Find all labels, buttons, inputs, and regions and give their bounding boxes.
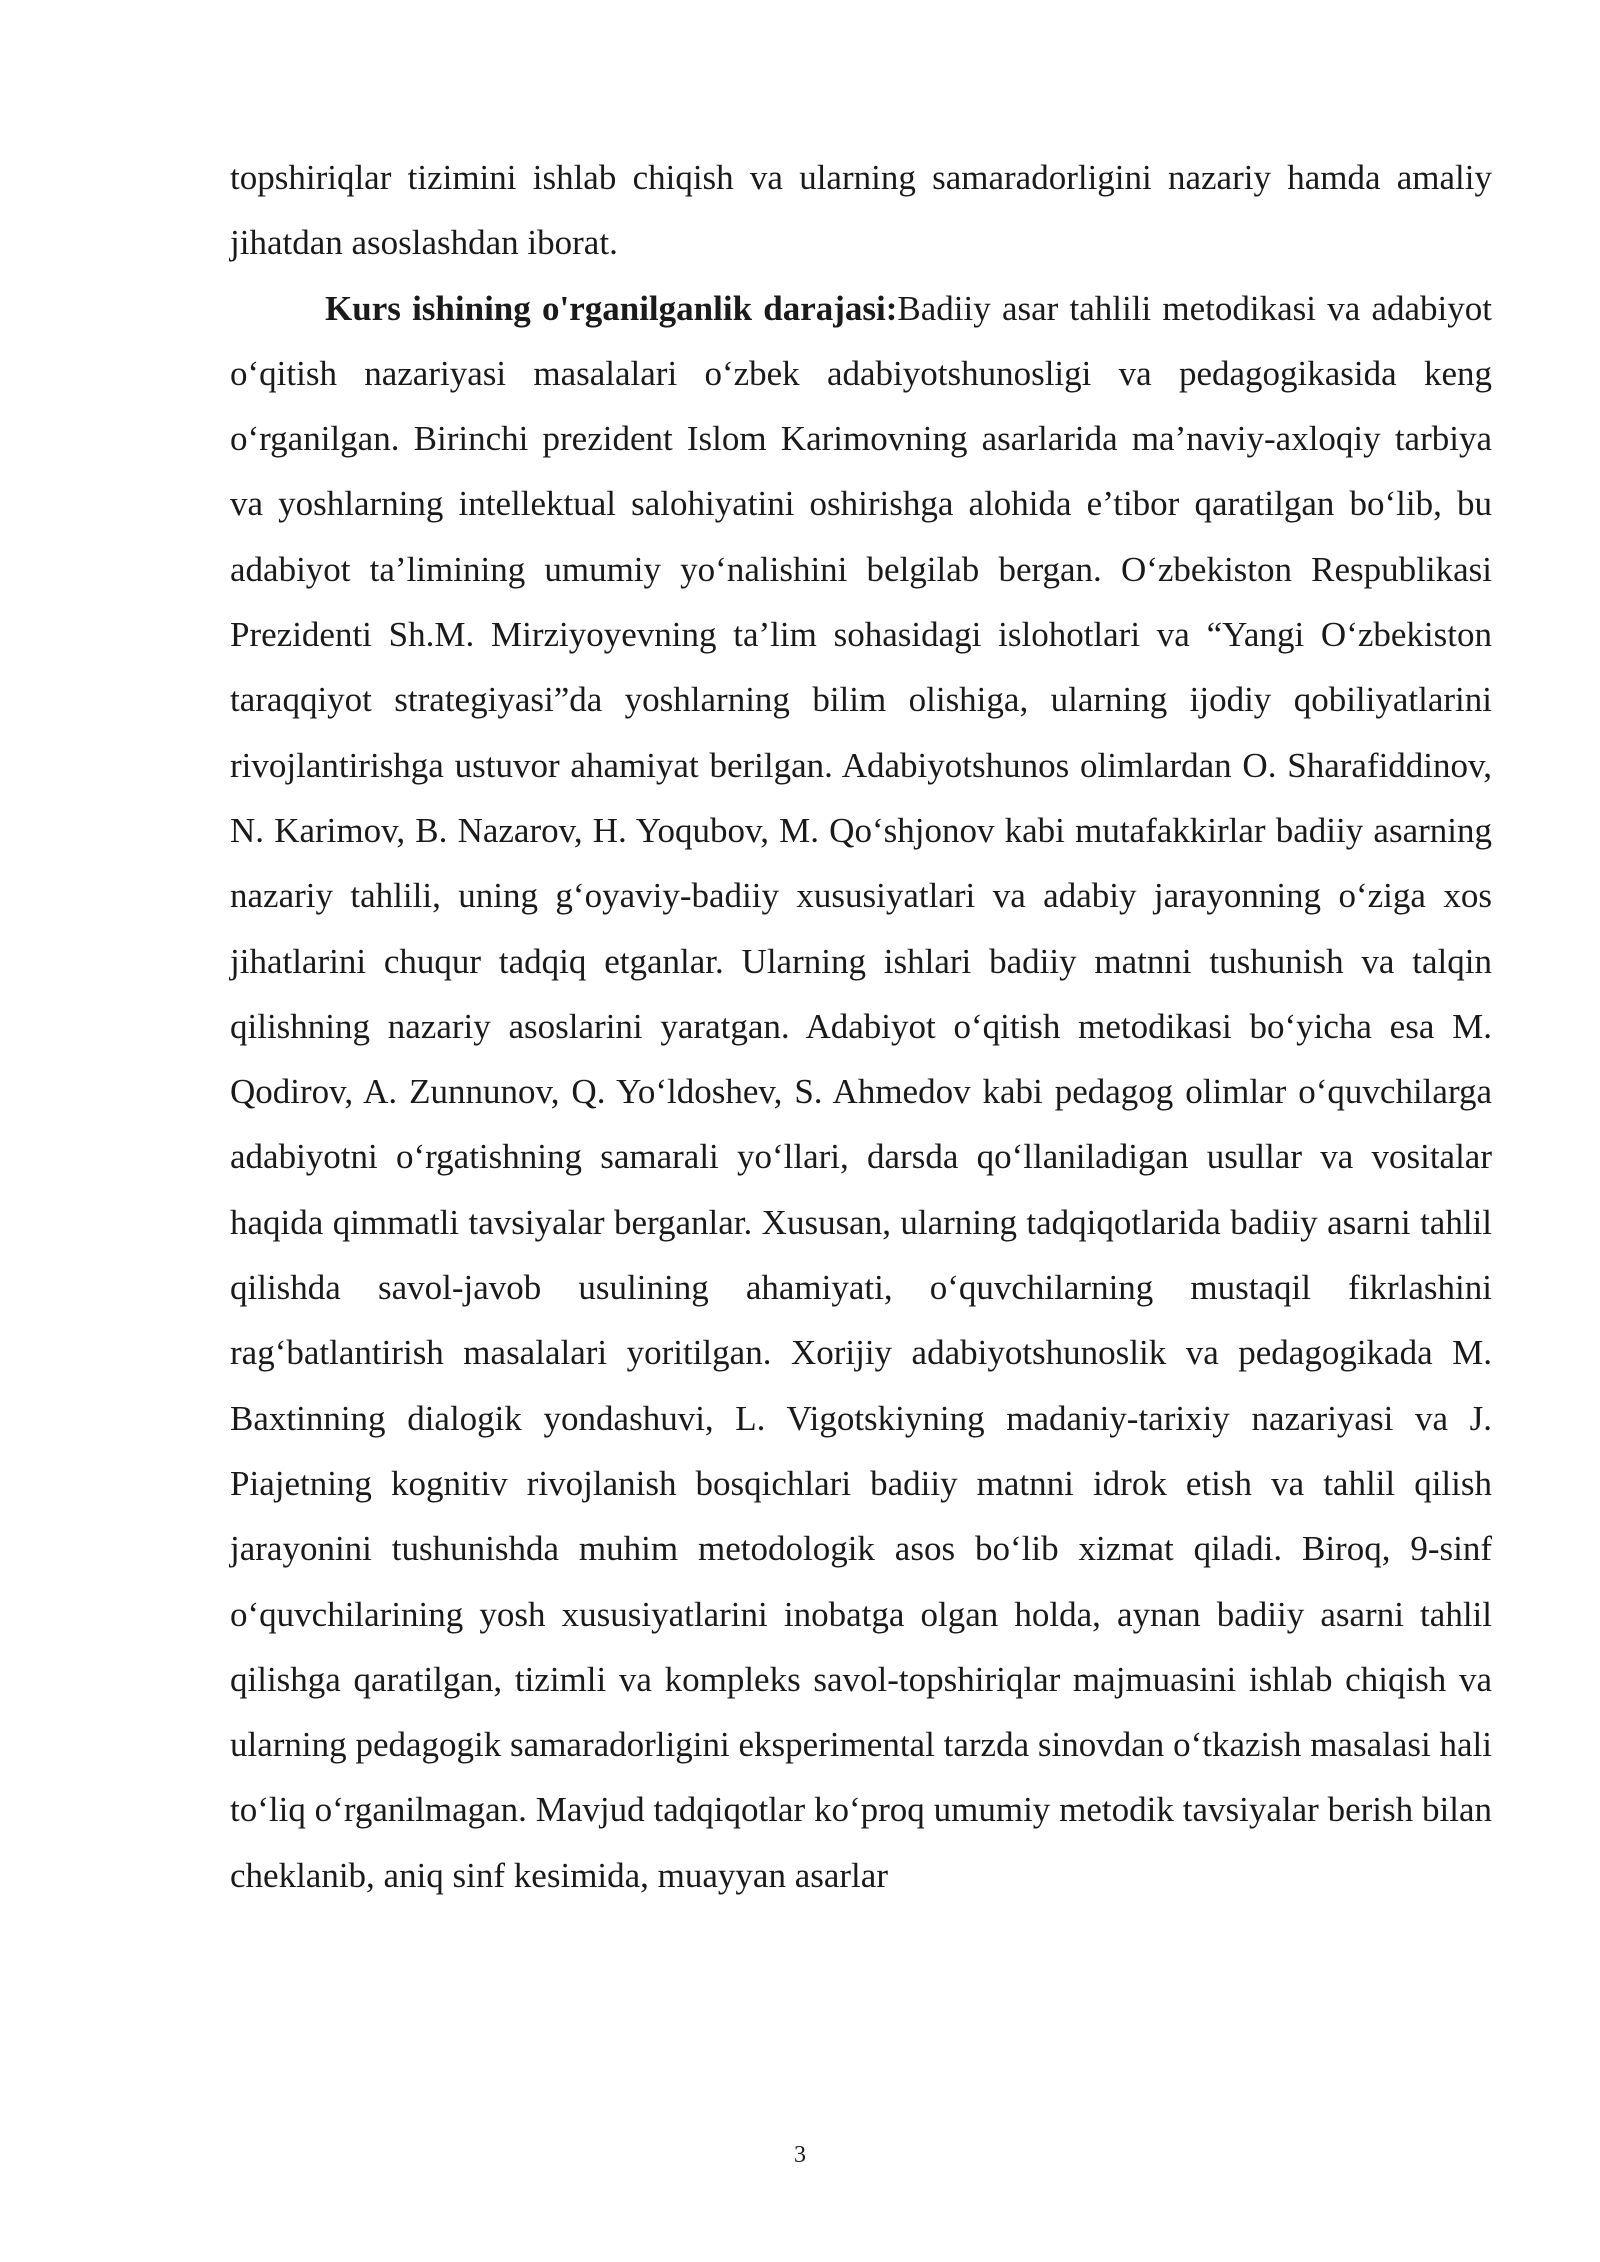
paragraph-study-level-text: Badiiy asar tahlili metodikasi va adabiyot o‘qitish nazariyasi masalalari o‘zbek adabiyotshunosligi va pedagogikasida keng o‘rganilgan. Birinchi prezident Islom Karimovning asarlarida ma’naviy-axloqiy tarbiya va yoshlarning intellektual salohiyatini oshirishga alohida e’tibor qaratilgan bo‘lib, bu adabiyot ta’limining umumiy yo‘nalishini belgilab bergan. O‘zbekiston Respublikasi Prezidenti Sh.M. Mirziyoyevning ta’lim sohasidagi islohotlari va “Yangi O‘zbekiston taraqqiyot strategiyasi”da yoshlarning bilim olishiga, ularning ijodiy qobiliyatlarini rivojlantirishga ustuvor ahamiyat berilgan. Adabiyotshunos olimlardan O. Sharafiddinov, N. Karimov, B. Nazarov, H. Yoqubov, M. Qo‘shjonov kabi mutafakkirlar badiiy asarning nazariy tahlili, uning g‘oyaviy-badiiy xususiyatlari va adabiy jarayonning o‘ziga xos jihatlarini chuqur tadqiq etganlar. Ularning ishlari badiiy matnni tushunish va talqin qilishning nazariy asoslarini yaratgan. Adabiyot o‘qitish metodikasi bo‘yicha esa M. Qodirov, A. Zunnunov, Q. Yo‘ldoshev, S. Ahmedov kabi pedagog olimlar o‘quvchilarga adabiyotni o‘rgatishning samarali yo‘llari, darsda qo‘llaniladigan usullar va vositalar haqida qimmatli tavsiyalar berganlar. Xususan, ularning tadqiqotlarida badiiy asarni tahlil qilishda savol-javob usulining ahamiyati, o‘quvchilarning mustaqil fikrlashini rag‘batlantirish masalalari yoritilgan. Xorijiy adabiyotshunoslik va pedagogikada M. Baxtinning dialogik yondashuvi, L. Vigotskiyning madaniy-tarixiy nazariyasi va J. Piajetning kognitiv rivojlanish bosqichlari badiiy matnni idrok etish va tahlil qilish jarayonini tushunishda muhim metodologik asos bo‘lib xizmat qiladi. Biroq, 9-sinf o‘quvchilarining yosh xususiyatlarini inobatga olgan holda, aynan badiiy asarni tahlil qilishga qaratilgan, tizimli va kompleks savol-topshiriqlar majmuasini ishlab chiqish va ularning pedagogik samaradorligini eksperimental tarzda sinovdan o‘tkazish masalasi hali to‘liq o‘rganilmagan. Mavjud tadqiqotlar ko‘proq umumiy metodik tavsiyalar berish bilan cheklanib, aniq sinf kesimida, muayyan asarlar [230,288,1493,1895]
paragraph-study-level [230,276,1492,1908]
paragraph-continuation: topshiriqlar tizimini ishlab chiqish va ularning samaradorligini nazariy hamda amaliy jihatdan asoslashdan iborat. [230,158,1492,263]
page-number: 3 [794,2142,806,2168]
body-text [230,145,1492,1908]
section-heading: Kurs ishining o'rganilganlik darajasi: [325,288,898,328]
